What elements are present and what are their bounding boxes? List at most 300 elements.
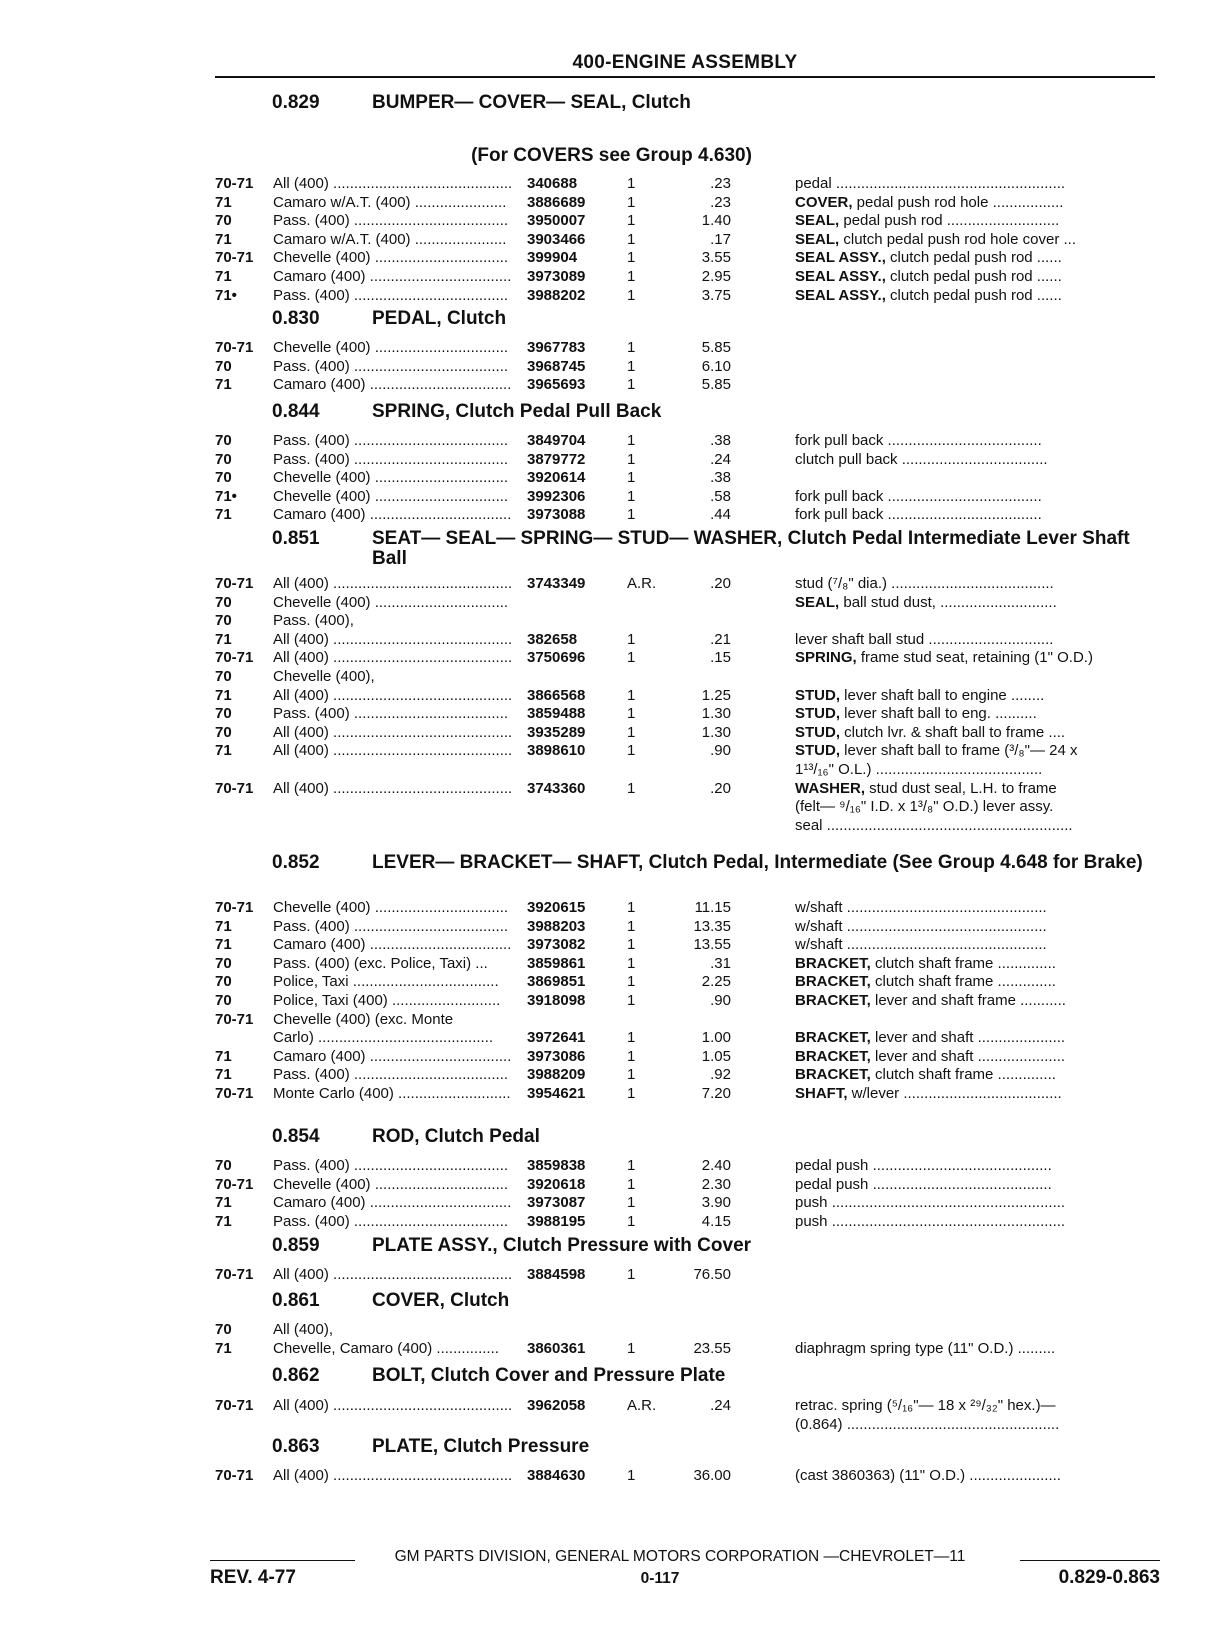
quantity: 1 (627, 1467, 636, 1484)
application: Camaro w/A.T. (400) ...................... (273, 194, 507, 211)
part-number: 382658 (527, 631, 578, 648)
price: 1.25 (701, 687, 731, 704)
remarks (795, 918, 1160, 936)
model-year: 71 (215, 376, 232, 393)
quantity: 1 (627, 1048, 636, 1065)
application: Camaro (400) .................................. (273, 506, 512, 523)
price: 1.05 (701, 1048, 731, 1065)
application: Pass. (400) ..................................... (273, 1066, 509, 1083)
part-number: 3962058 (527, 1397, 586, 1414)
quantity: 1 (627, 649, 636, 666)
remarks (795, 687, 1160, 705)
price: 36.00 (693, 1467, 731, 1484)
table-row (215, 469, 1160, 487)
remark-text: clutch pedal push rod ...... (885, 249, 1062, 266)
remark-text: w/lever ...................................... (847, 1085, 1062, 1102)
quantity: 1 (627, 780, 636, 797)
remark-text: lever shaft ball stud .............................. (795, 631, 1054, 648)
table-row (215, 1011, 1160, 1029)
price: 2.30 (701, 1176, 731, 1193)
remark-text: lever shaft ball to frame (³/₈"— 24 x (840, 742, 1078, 759)
table-row (215, 1467, 1160, 1485)
part-number: 340688 (527, 175, 578, 192)
remarks (795, 724, 1160, 742)
remark-text: pedal push rod ........................... (839, 212, 1060, 229)
remark-text: pedal ....................................................... (795, 175, 1066, 192)
quantity: 1 (627, 1157, 636, 1174)
remarks (795, 1066, 1160, 1084)
section-number: 0.844 (272, 401, 320, 422)
model-year: 71 (215, 1340, 232, 1357)
footer-page-number: 0-117 (640, 1570, 680, 1587)
remark-keyword: SHAFT, (795, 1085, 848, 1102)
model-year: 70 (215, 212, 232, 229)
quantity: 1 (627, 1340, 636, 1357)
model-year: 71 (215, 631, 232, 648)
model-year: 71 (215, 936, 232, 953)
table-row (215, 575, 1160, 593)
remark-text: w/shaft ................................................ (795, 899, 1047, 916)
model-year: 71 (215, 1194, 232, 1211)
price: .15 (710, 649, 731, 666)
remark-text: stud (⁷/₈" dia.) ....................................... (795, 575, 1054, 592)
application: All (400) ........................................... (273, 1397, 513, 1414)
remarks (795, 742, 1160, 760)
quantity: 1 (627, 249, 636, 266)
model-year: 70 (215, 1157, 232, 1174)
remarks (795, 1048, 1160, 1066)
quantity: 1 (627, 724, 636, 741)
model-year: 71 (215, 231, 232, 248)
price: 13.55 (693, 936, 731, 953)
application: All (400) ........................................... (273, 631, 513, 648)
application: Police, Taxi (400) .......................... (273, 992, 501, 1009)
price: 1.00 (701, 1029, 731, 1046)
remark-text: w/shaft ................................................ (795, 936, 1047, 953)
model-year: 70-71 (215, 780, 254, 797)
section-number: 0.861 (272, 1290, 320, 1311)
part-number: 3988203 (527, 918, 586, 935)
price: 3.75 (701, 287, 731, 304)
section-number: 0.830 (272, 308, 320, 329)
quantity: 1 (627, 1266, 636, 1283)
table-row (215, 212, 1160, 230)
table-row (215, 973, 1160, 991)
table-row (215, 936, 1160, 954)
price: 4.15 (701, 1213, 731, 1230)
quantity: 1 (627, 1085, 636, 1102)
part-number: 3973088 (527, 506, 586, 523)
quantity: 1 (627, 469, 636, 486)
price: 5.85 (701, 376, 731, 393)
model-year: 70-71 (215, 1176, 254, 1193)
model-year: 70 (215, 724, 232, 741)
remark-keyword: STUD, (795, 742, 840, 759)
remarks (795, 973, 1160, 991)
remarks (795, 992, 1160, 1010)
remark-keyword: SEAL, (795, 212, 840, 229)
section-number: 0.859 (272, 1235, 320, 1256)
section-number: 0.829 (272, 92, 320, 113)
quantity: 1 (627, 432, 636, 449)
model-year: 70 (215, 973, 232, 990)
remark-keyword: BRACKET, (795, 955, 871, 972)
part-number: 3968745 (527, 358, 586, 375)
part-number: 3869851 (527, 973, 586, 990)
table-row (215, 817, 1160, 835)
remark-keyword: STUD, (795, 724, 840, 741)
part-number: 3965693 (527, 376, 586, 393)
price: 1.30 (701, 705, 731, 722)
table-row (215, 1321, 1160, 1339)
footer-group-range: 0.829-0.863 (1058, 1567, 1160, 1588)
quantity: 1 (627, 506, 636, 523)
application: Chevelle (400) ................................ (273, 594, 509, 611)
model-year: 71 (215, 687, 232, 704)
application: Camaro (400) .................................. (273, 1194, 512, 1211)
application: Police, Taxi ................................... (273, 973, 499, 990)
part-number: 399904 (527, 249, 578, 266)
application: Chevelle (400), (273, 668, 375, 685)
application: Pass. (400) ..................................... (273, 212, 509, 229)
quantity: 1 (627, 212, 636, 229)
part-number: 3918098 (527, 992, 586, 1009)
table-row (215, 194, 1160, 212)
section-heading (272, 1127, 540, 1147)
remark-text: fork pull back ..................................... (795, 432, 1042, 449)
table-row (215, 724, 1160, 742)
model-year: 71 (215, 742, 232, 759)
remark-text: stud dust seal, L.H. to frame (865, 780, 1057, 797)
price: .24 (710, 1397, 731, 1414)
table-row (215, 1157, 1160, 1175)
part-number: 3886689 (527, 194, 586, 211)
remarks (795, 231, 1160, 249)
model-year: 70 (215, 451, 232, 468)
quantity: 1 (627, 194, 636, 211)
application: All (400) ........................................... (273, 175, 513, 192)
table-row (215, 780, 1160, 798)
table-row (215, 612, 1160, 630)
section-number: 0.851 (272, 528, 320, 549)
table-row (215, 1176, 1160, 1194)
part-number: 3988209 (527, 1066, 586, 1083)
part-number: 3935289 (527, 724, 586, 741)
price: .38 (710, 469, 731, 486)
part-number: 3903466 (527, 231, 586, 248)
price: .21 (710, 631, 731, 648)
model-year: 70 (215, 358, 232, 375)
remarks (795, 817, 1160, 835)
part-number: 3920614 (527, 469, 586, 486)
price: 76.50 (693, 1266, 731, 1283)
section-title: BUMPER— COVER— SEAL, Clutch (372, 92, 691, 113)
model-year: 70-71 (215, 575, 254, 592)
application: Pass. (400), (273, 612, 354, 629)
section-number: 0.854 (272, 1126, 320, 1147)
quantity: 1 (627, 268, 636, 285)
remark-text: clutch shaft frame .............. (870, 955, 1056, 972)
page-header: 400-ENGINE ASSEMBLY (572, 52, 798, 73)
remark-text: pedal push ........................................... (795, 1176, 1052, 1193)
remark-text: w/shaft ................................................ (795, 918, 1047, 935)
remark-keyword: COVER, (795, 194, 853, 211)
application: Pass. (400) ..................................... (273, 358, 509, 375)
table-row (215, 668, 1160, 686)
price: .44 (710, 506, 731, 523)
part-number: 3992306 (527, 488, 586, 505)
model-year: 70 (215, 992, 232, 1009)
section-title: PLATE, Clutch Pressure (372, 1436, 590, 1457)
model-year: 70-71 (215, 1467, 254, 1484)
application: All (400) ........................................... (273, 780, 513, 797)
quantity: 1 (627, 1213, 636, 1230)
remark-text: diaphragm spring type (11" O.D.) ......... (795, 1340, 1056, 1357)
remarks (795, 287, 1160, 305)
table-row (215, 268, 1160, 286)
table-row (215, 1416, 1160, 1434)
table-row (215, 175, 1160, 193)
footer-rule-right (1020, 1560, 1160, 1561)
section-heading (272, 529, 1152, 569)
remark-keyword: BRACKET, (795, 1048, 871, 1065)
price: .90 (710, 992, 731, 1009)
model-year: 71 (215, 918, 232, 935)
section-heading (272, 93, 691, 113)
model-year: 71 (215, 194, 232, 211)
table-row (215, 1397, 1160, 1415)
part-number: 3954621 (527, 1085, 586, 1102)
table-row (215, 1085, 1160, 1103)
quantity: 1 (627, 955, 636, 972)
price: .23 (710, 194, 731, 211)
table-row (215, 798, 1160, 816)
section-title: LEVER— BRACKET— SHAFT, Clutch Pedal, Intermediate (See Group 4.648 for Brake) (372, 852, 1143, 873)
model-year: 71 (215, 506, 232, 523)
application: All (400) ........................................... (273, 575, 513, 592)
remark-text: clutch pedal push rod ...... (885, 287, 1062, 304)
remarks (795, 705, 1160, 723)
part-number: 3884598 (527, 1266, 586, 1283)
remark-text: clutch lvr. & shaft ball to frame .... (840, 724, 1066, 741)
remarks (795, 1416, 1160, 1434)
section-title: BOLT, Clutch Cover and Pressure Plate (372, 1365, 726, 1386)
table-row (215, 358, 1160, 376)
remarks (795, 1194, 1160, 1212)
price: 13.35 (693, 918, 731, 935)
remark-text: (cast 3860363) (11" O.D.) ...................... (795, 1467, 1061, 1484)
table-row (215, 761, 1160, 779)
quantity: 1 (627, 451, 636, 468)
section-heading (272, 1437, 589, 1457)
quantity: 1 (627, 992, 636, 1009)
quantity: 1 (627, 358, 636, 375)
application: Pass. (400) ..................................... (273, 1213, 509, 1230)
footer-rule-left (210, 1560, 355, 1561)
price: 7.20 (701, 1085, 731, 1102)
section-heading (272, 1236, 751, 1256)
remark-keyword: SEAL ASSY., (795, 268, 886, 285)
price: .24 (710, 451, 731, 468)
remarks (795, 451, 1160, 469)
application: Chevelle (400) ................................ (273, 1176, 509, 1193)
remark-text: (0.864) ................................................... (795, 1416, 1060, 1433)
model-year: 70 (215, 705, 232, 722)
section-note: (For COVERS see Group 4.630) (471, 145, 752, 166)
remarks (795, 175, 1160, 193)
remark-text: clutch pedal push rod hole cover ... (839, 231, 1076, 248)
remark-keyword: SEAL, (795, 231, 840, 248)
remark-text: clutch shaft frame .............. (870, 973, 1056, 990)
quantity: 1 (627, 175, 636, 192)
model-year: 70-71 (215, 1397, 254, 1414)
quantity: 1 (627, 1066, 636, 1083)
model-year: 70-71 (215, 249, 254, 266)
model-year: 70 (215, 612, 232, 629)
table-row (215, 1340, 1160, 1358)
model-year: 71 (215, 1066, 232, 1083)
remarks (795, 194, 1160, 212)
quantity: 1 (627, 687, 636, 704)
section-number: 0.863 (272, 1436, 320, 1457)
price: 1.40 (701, 212, 731, 229)
part-number: 3750696 (527, 649, 586, 666)
section-title: SPRING, Clutch Pedal Pull Back (372, 401, 662, 422)
application: Pass. (400) ..................................... (273, 1157, 509, 1174)
remarks (795, 798, 1160, 816)
model-year: 70-71 (215, 899, 254, 916)
remark-text: push ........................................................ (795, 1194, 1066, 1211)
table-row (215, 594, 1160, 612)
part-number: 3920615 (527, 899, 586, 916)
remark-text: ball stud dust, ............................ (839, 594, 1057, 611)
model-year: 71 (215, 1213, 232, 1230)
table-row (215, 1194, 1160, 1212)
price: 6.10 (701, 358, 731, 375)
price: 2.95 (701, 268, 731, 285)
remarks (795, 936, 1160, 954)
application: All (400) ........................................... (273, 649, 513, 666)
remarks (795, 432, 1160, 450)
table-row (215, 1266, 1160, 1284)
price: .90 (710, 742, 731, 759)
remarks (795, 1176, 1160, 1194)
application: Camaro (400) .................................. (273, 1048, 512, 1065)
application: All (400) ........................................... (273, 742, 513, 759)
remark-keyword: STUD, (795, 687, 840, 704)
table-row (215, 687, 1160, 705)
price: 23.55 (693, 1340, 731, 1357)
quantity: 1 (627, 287, 636, 304)
part-number: 3973089 (527, 268, 586, 285)
remarks (795, 1340, 1160, 1358)
header-rule (215, 76, 1155, 78)
table-row (215, 432, 1160, 450)
remarks (795, 1467, 1160, 1485)
application: Chevelle (400) (exc. Monte (273, 1011, 454, 1028)
application: Chevelle (400) ................................ (273, 249, 509, 266)
model-year: 70-71 (215, 1266, 254, 1283)
section-number: 0.862 (272, 1365, 320, 1386)
section-heading (272, 402, 661, 422)
table-row (215, 339, 1160, 357)
table-row (215, 506, 1160, 524)
table-row (215, 955, 1160, 973)
remarks (795, 594, 1160, 612)
remark-keyword: BRACKET, (795, 973, 871, 990)
quantity: 1 (627, 376, 636, 393)
section-title: SEAT— SEAL— SPRING— STUD— WASHER, Clutch Pedal Intermediate Lever Shaft Ball (372, 528, 1130, 569)
remark-keyword: BRACKET, (795, 992, 871, 1009)
application: Pass. (400) ..................................... (273, 918, 509, 935)
table-row (215, 1048, 1160, 1066)
remark-text: seal ........................................................... (795, 817, 1073, 834)
part-number: 3988195 (527, 1213, 586, 1230)
section-heading (272, 853, 1152, 873)
footer-revision: REV. 4-77 (210, 1567, 296, 1588)
application: Chevelle (400) ................................ (273, 339, 509, 356)
remark-text: lever shaft ball to engine ........ (840, 687, 1045, 704)
remark-text: lever shaft ball to eng. .......... (840, 705, 1037, 722)
application: Pass. (400) ..................................... (273, 705, 509, 722)
part-number: 3898610 (527, 742, 586, 759)
application: All (400) ........................................... (273, 1266, 513, 1283)
table-row (215, 488, 1160, 506)
footer-company: GM PARTS DIVISION, GENERAL MOTORS CORPORATION —CHEVROLET—11 (394, 1548, 966, 1565)
price: .38 (710, 432, 731, 449)
table-row (215, 899, 1160, 917)
remarks (795, 488, 1160, 506)
part-number: 3860361 (527, 1340, 586, 1357)
remark-text: lever and shaft ..................... (870, 1029, 1066, 1046)
quantity: 1 (627, 488, 636, 505)
part-number: 3973086 (527, 1048, 586, 1065)
model-year: 70 (215, 668, 232, 685)
application: Carlo) .......................................... (273, 1029, 494, 1046)
table-row (215, 992, 1160, 1010)
section-number: 0.852 (272, 852, 320, 873)
part-number: 3973087 (527, 1194, 586, 1211)
remarks (795, 575, 1160, 593)
remark-keyword: WASHER, (795, 780, 866, 797)
table-row (215, 1066, 1160, 1084)
application: Pass. (400) ..................................... (273, 451, 509, 468)
application: Pass. (400) (exc. Police, Taxi) ... (273, 955, 488, 972)
part-number: 3743349 (527, 575, 586, 592)
application: Camaro (400) .................................. (273, 376, 512, 393)
part-number: 3988202 (527, 287, 586, 304)
remarks (795, 1213, 1160, 1231)
quantity: 1 (627, 973, 636, 990)
price: .23 (710, 175, 731, 192)
remark-text: pedal push rod hole ................. (852, 194, 1064, 211)
part-number: 3879772 (527, 451, 586, 468)
model-year: 71• (215, 287, 237, 304)
application: All (400) ........................................... (273, 724, 513, 741)
remark-keyword: SEAL ASSY., (795, 249, 886, 266)
remark-text: lever and shaft ..................... (870, 1048, 1066, 1065)
part-number: 3973082 (527, 936, 586, 953)
model-year: 70-71 (215, 1011, 254, 1028)
model-year: 70 (215, 955, 232, 972)
model-year: 70-71 (215, 649, 254, 666)
quantity: 1 (627, 1029, 636, 1046)
part-number: 3972641 (527, 1029, 586, 1046)
application: All (400) ........................................... (273, 687, 513, 704)
model-year: 71 (215, 1048, 232, 1065)
table-row (215, 1213, 1160, 1231)
remark-text: (felt— ⁹/₁₆" I.D. x 1³/₈" O.D.) lever assy. (795, 798, 1054, 815)
